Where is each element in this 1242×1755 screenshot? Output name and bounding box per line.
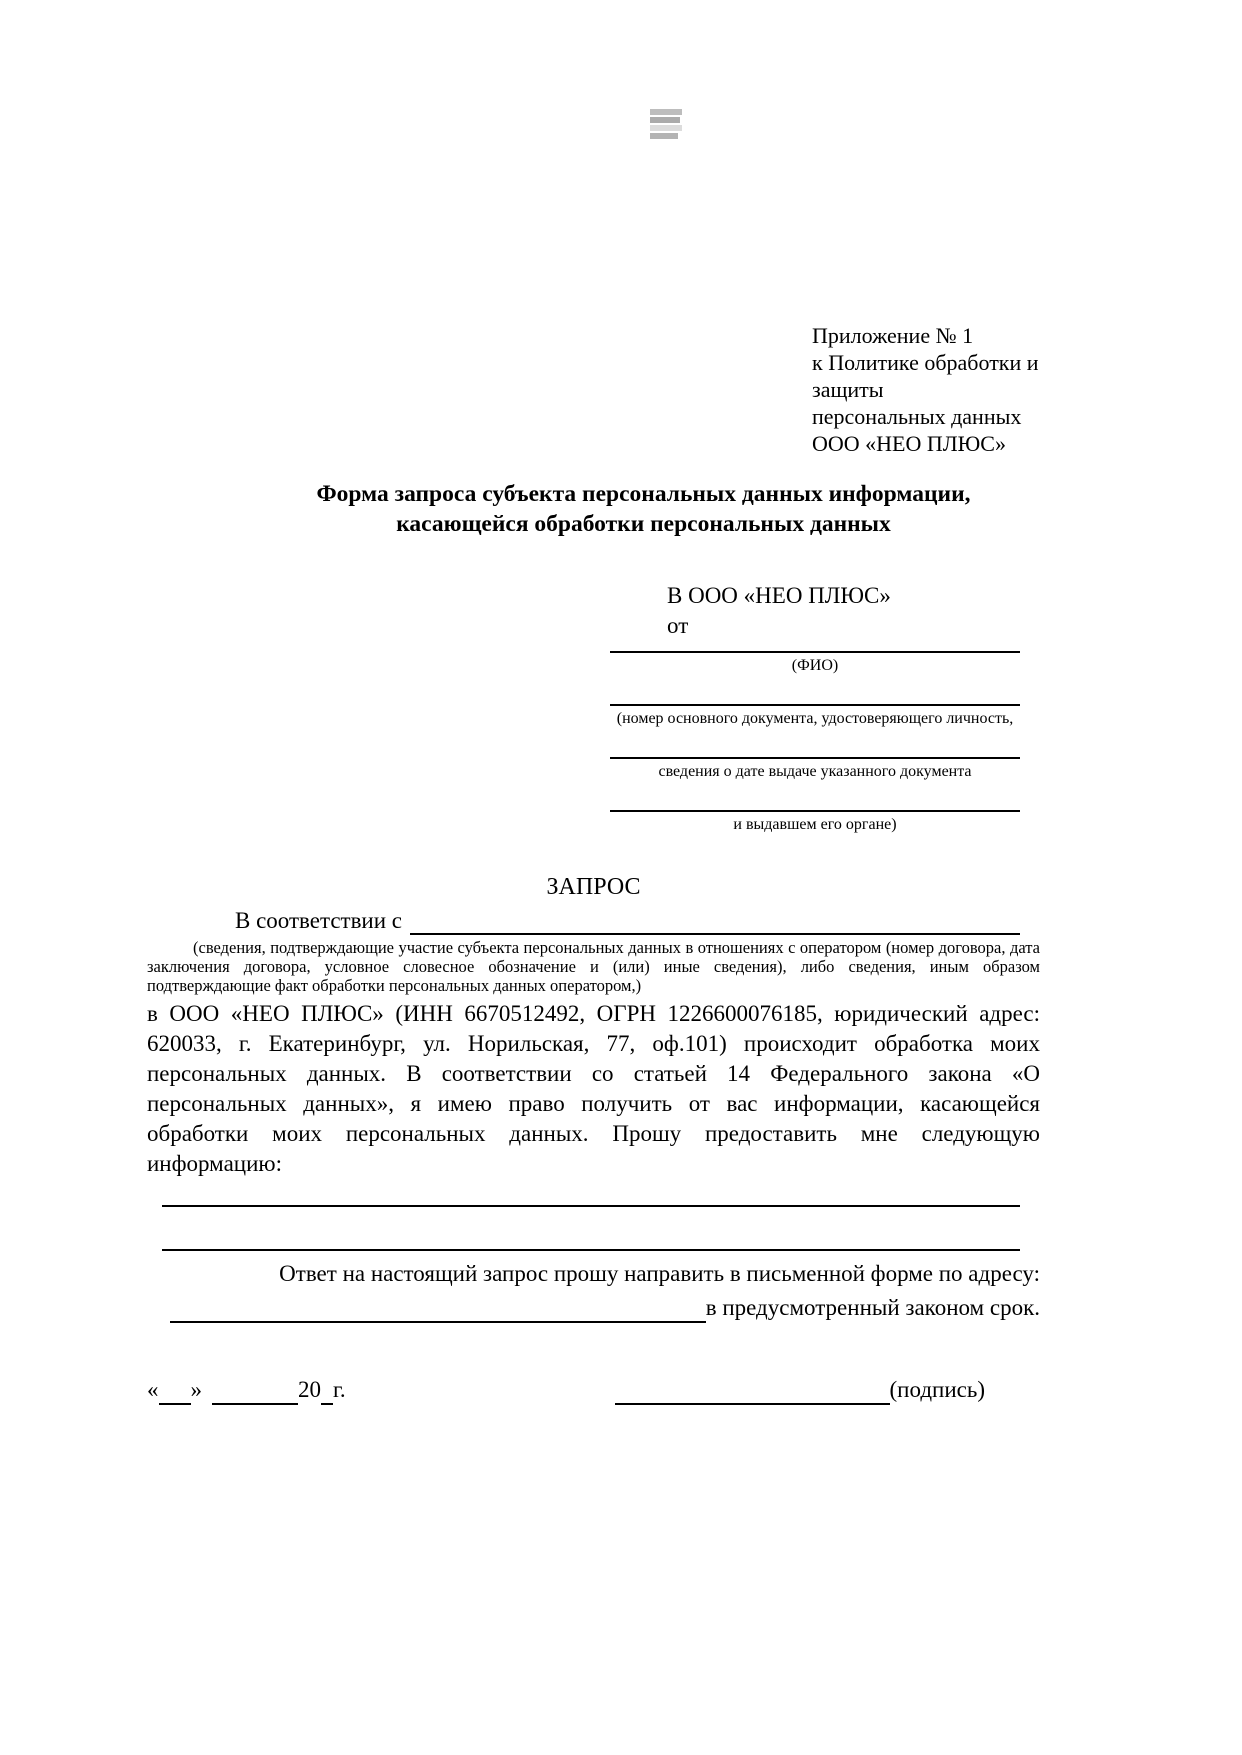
appendix-note-line: ООО «НЕО ПЛЮС» [812, 431, 1006, 456]
request-intro-text: В соответствии с [235, 908, 403, 933]
request-body: в ООО «НЕО ПЛЮС» (ИНН 6670512492, ОГРН 1226600076185, юридический адрес: 620033, г. Екатеринбург, ул. Норильская, 77, оф.101) происходит обработка моих персональных данных. В соответствии со статьей 14 Федерального закона «О персональных данных», я имею право получить от вас информации, касающейся обработки моих персональных данных. Прошу предоставить мне следующую информацию: [147, 1001, 1040, 1176]
reply-suffix: в предусмотренный законом срок. [705, 1295, 1040, 1320]
appendix-note [812, 322, 1040, 457]
blank-line-2 [162, 1249, 1020, 1251]
field-document-number [610, 704, 1020, 729]
date-day-underline [159, 1379, 191, 1405]
date-quote-open: « [147, 1377, 159, 1402]
applicant-fields [610, 651, 1020, 835]
intro-blank-underline [410, 927, 1020, 935]
issue-date-caption: сведения о дате выдаче указанного документа [658, 763, 972, 780]
blank-line-1 [162, 1205, 1020, 1207]
appendix-note-line: к Политике обработки и защиты [812, 350, 1039, 402]
date-year-suffix: г. [333, 1377, 346, 1402]
addressee-block [667, 581, 1040, 641]
date-quote-close: » [190, 1377, 202, 1402]
fio-caption: (ФИО) [791, 657, 839, 674]
reply-address-row [147, 1293, 1040, 1323]
signature-underline [615, 1379, 890, 1405]
addressee-from-label: от [667, 613, 689, 638]
request-heading: ЗАПРОС [546, 874, 641, 900]
document-number-caption: (номер основного документа, удостоверяющего личность, [616, 710, 1014, 727]
address-blank-underline [170, 1315, 706, 1323]
reply-instruction: Ответ на настоящий запрос прошу направить в письменной форме по адресу: [279, 1261, 1040, 1286]
issuing-authority-caption: и выдавшем его органе) [733, 816, 897, 833]
date-year-underline [321, 1379, 333, 1405]
form-title-line2: касающейся обработки персональных данных [396, 511, 891, 537]
fine-print-note: (сведения, подтверждающие участие субъекта персональных данных в отношениях с оператором (номер договора, дата заключения договора, условное словесное обозначение и (или) иные сведения), либо сведения, иным образом подтверждающие факт обработки персональных данных оператором,) [147, 938, 1040, 995]
field-issue-date [610, 757, 1020, 782]
request-intro [147, 907, 1040, 935]
signature-caption: (подпись) [889, 1377, 985, 1402]
form-title-line1: Форма запроса субъекта персональных данных информации, [316, 481, 971, 507]
signature-row [147, 1375, 1040, 1405]
signature-field [615, 1375, 985, 1405]
addressee-to: В ООО «НЕО ПЛЮС» [667, 583, 891, 608]
date-month-underline [212, 1379, 298, 1405]
document-content [147, 0, 1040, 1405]
form-title [147, 479, 1040, 539]
field-issuing-authority [610, 810, 1020, 835]
appendix-note-line: персональных данных [812, 404, 1022, 429]
field-fio [610, 651, 1020, 676]
date-field [147, 1375, 346, 1405]
appendix-note-line: Приложение № 1 [812, 323, 974, 348]
date-year-prefix: 20 [298, 1377, 321, 1402]
